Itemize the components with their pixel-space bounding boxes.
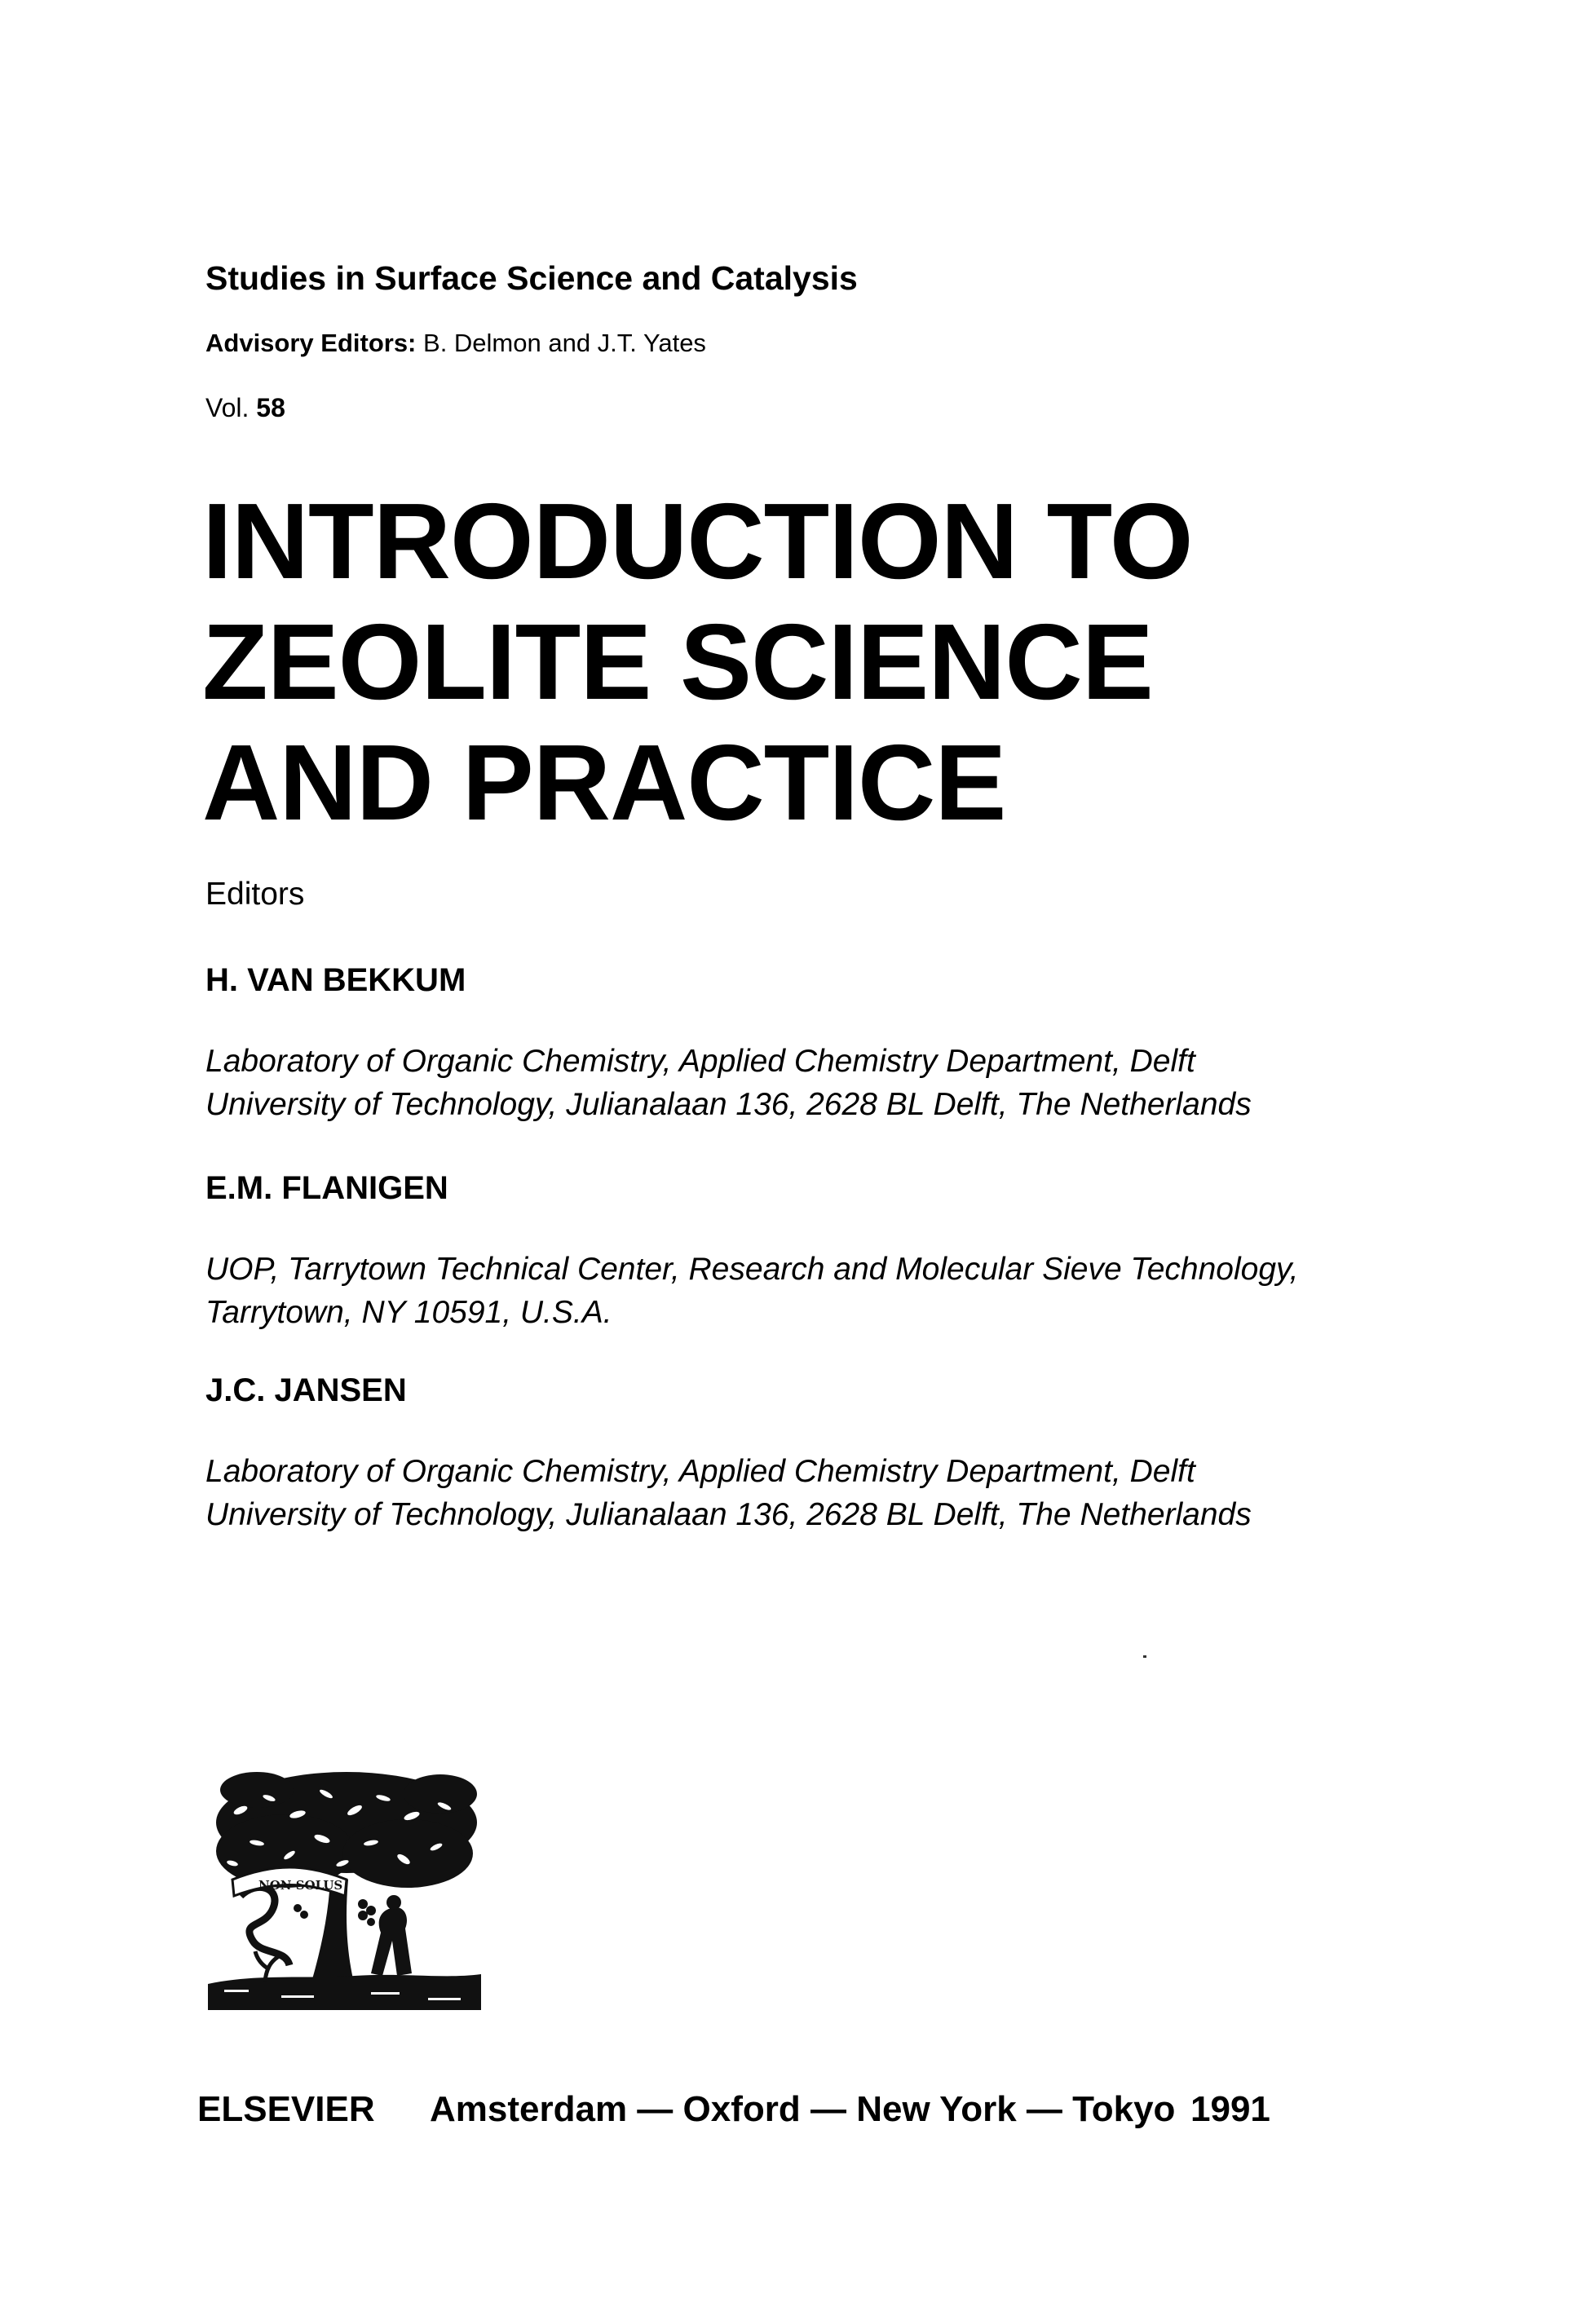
editor-name: J.C. JANSEN (205, 1372, 407, 1408)
volume-value: 58 (256, 393, 285, 422)
affiliation-line: University of Technology, Julianalaan 136, 2628 BL Delft, The Netherlands (205, 1497, 1252, 1532)
book-title-line-3: AND PRACTICE (202, 722, 1006, 842)
advisory-editors (205, 329, 706, 358)
editor-affiliation (205, 1450, 1252, 1536)
volume-number (205, 393, 285, 423)
print-speck (1143, 1655, 1146, 1658)
svg-text:NON SOLUS: NON SOLUS (258, 1878, 343, 1893)
elsevier-tree-logo-icon (208, 1765, 481, 2010)
series-title: Studies in Surface Science and Catalysis (205, 259, 858, 297)
affiliation-line: Laboratory of Organic Chemistry, Applied Chemistry Department, Delft (205, 1454, 1195, 1489)
affiliation-line: Laboratory of Organic Chemistry, Applied Chemistry Department, Delft (205, 1044, 1195, 1079)
advisory-editors-label: Advisory Editors: (205, 329, 417, 357)
publisher-cities: Amsterdam — Oxford — New York — Tokyo (430, 2089, 1176, 2129)
advisory-editors-names: B. Delmon and J.T. Yates (423, 329, 706, 357)
editor-name: E.M. FLANIGEN (205, 1170, 448, 1206)
editor-affiliation (205, 1248, 1298, 1334)
editors-heading: Editors (205, 877, 305, 912)
volume-label: Vol. (205, 393, 250, 422)
book-title-line-2: ZEOLITE SCIENCE (202, 602, 1153, 722)
affiliation-line: Tarrytown, NY 10591, U.S.A. (205, 1295, 612, 1330)
editor-name: H. VAN BEKKUM (205, 962, 466, 998)
publication-year: 1991 (1190, 2089, 1270, 2129)
affiliation-line: University of Technology, Julianalaan 136, 2628 BL Delft, The Netherlands (205, 1087, 1252, 1122)
book-title-line-1: INTRODUCTION TO (202, 481, 1193, 601)
book-title (202, 481, 1193, 843)
editor-affiliation (205, 1040, 1252, 1126)
publisher-name: ELSEVIER (197, 2089, 375, 2129)
publisher-footer (197, 2089, 1270, 2130)
affiliation-line: UOP, Tarrytown Technical Center, Research and Molecular Sieve Technology, (205, 1252, 1299, 1287)
